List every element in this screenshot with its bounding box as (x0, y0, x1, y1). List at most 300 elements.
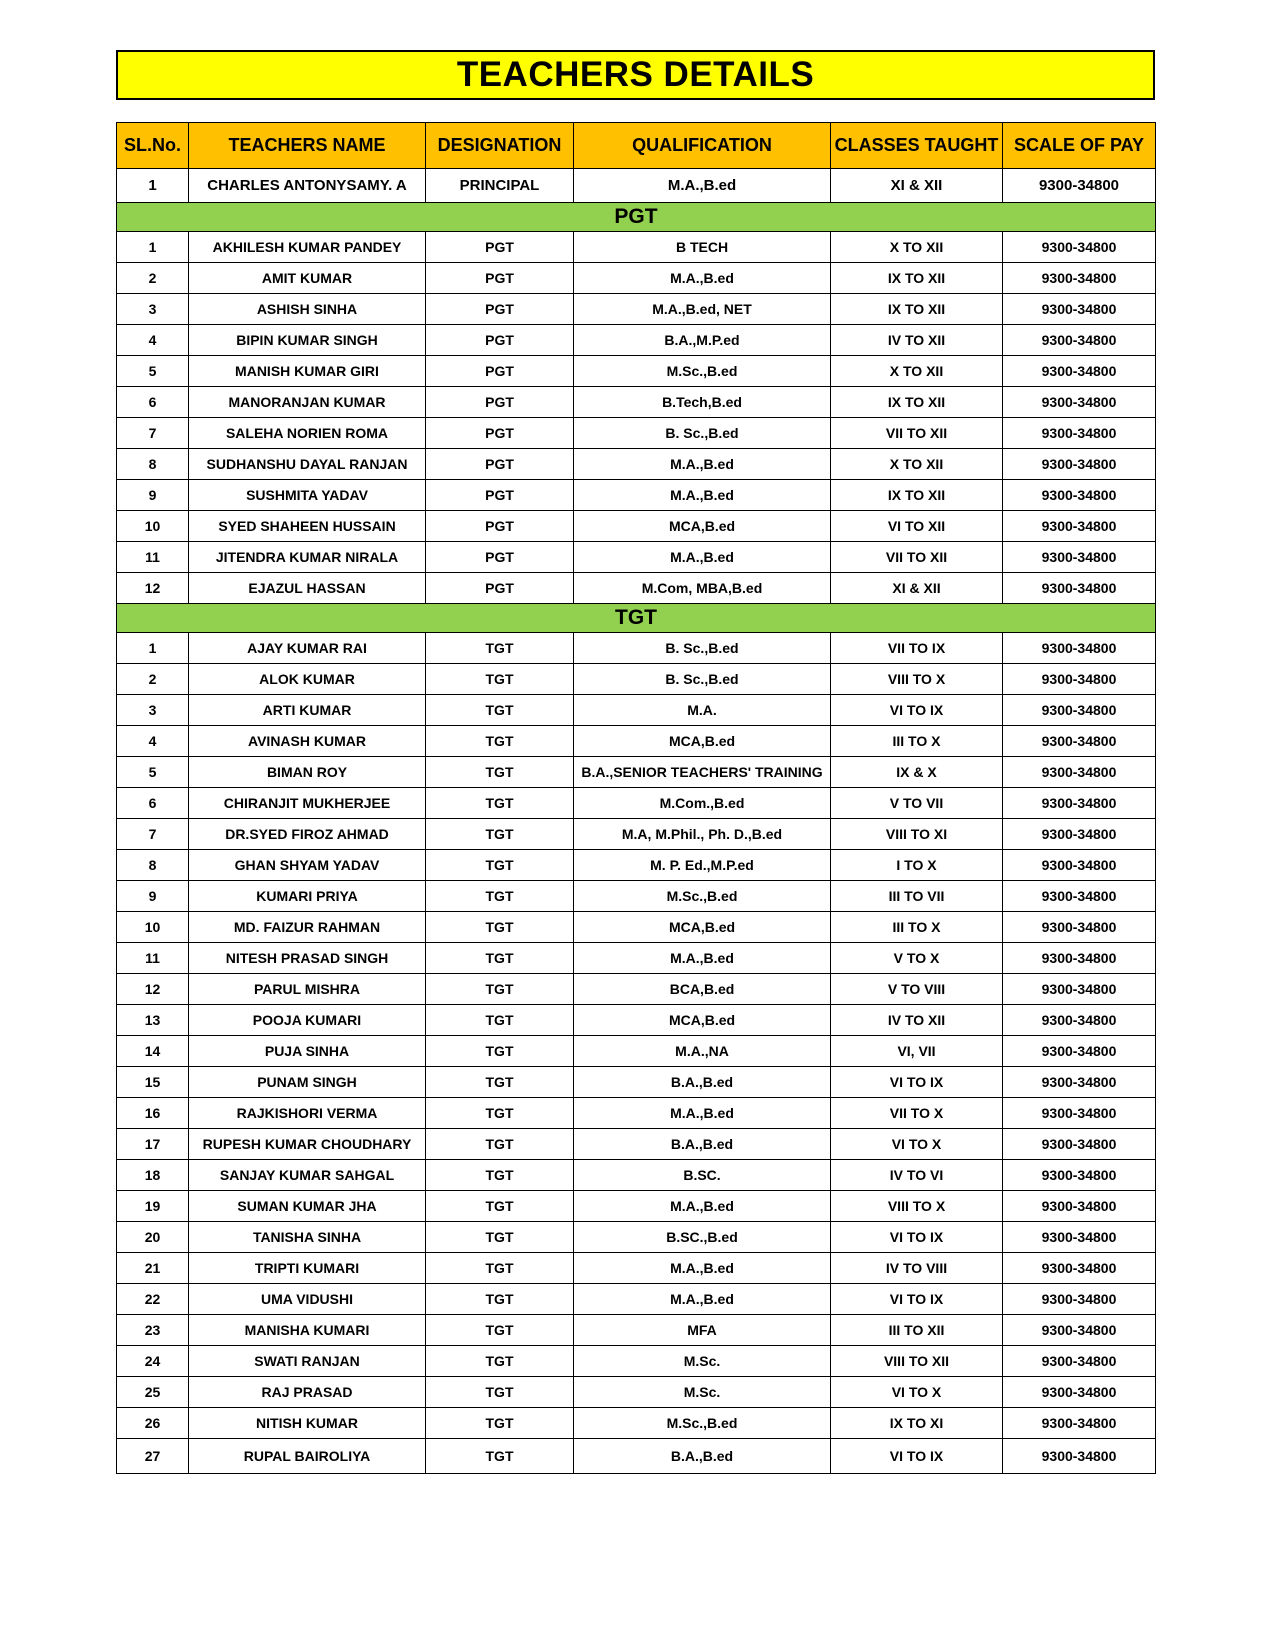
cell-teacher-name: PUNAM SINGH (189, 1067, 426, 1098)
cell-qualification: M.A.,B.ed, NET (574, 294, 831, 325)
cell-qualification: M.A.,B.ed (574, 542, 831, 573)
cell-classes-taught: IV TO XII (831, 1005, 1003, 1036)
table-row (117, 695, 1156, 726)
table-row (117, 542, 1156, 573)
cell-qualification: M. P. Ed.,M.P.ed (574, 850, 831, 881)
cell-designation: TGT (426, 1098, 574, 1129)
cell-classes-taught: X TO XII (831, 356, 1003, 387)
section-tgt (117, 604, 1156, 633)
header-scale-of-pay: SCALE OF PAY (1003, 123, 1156, 169)
cell-designation: PGT (426, 387, 574, 418)
cell-qualification: M.Sc.,B.ed (574, 356, 831, 387)
cell-qualification: B.SC. (574, 1160, 831, 1191)
section-rows-tgt (117, 633, 1156, 1474)
table-row (117, 1253, 1156, 1284)
header-designation: DESIGNATION (426, 123, 574, 169)
cell-teacher-name: PUJA SINHA (189, 1036, 426, 1067)
cell-qualification: B.Tech,B.ed (574, 387, 831, 418)
cell-scale-of-pay: 9300-34800 (1003, 511, 1156, 542)
table-row (117, 1408, 1156, 1439)
cell-qualification: MCA,B.ed (574, 726, 831, 757)
table-row (117, 325, 1156, 356)
cell-classes-taught: X TO XII (831, 449, 1003, 480)
table-row (117, 943, 1156, 974)
cell-teacher-name: SANJAY KUMAR SAHGAL (189, 1160, 426, 1191)
cell-scale-of-pay: 9300-34800 (1003, 788, 1156, 819)
cell-sl-no: 13 (117, 1005, 189, 1036)
cell-designation: TGT (426, 850, 574, 881)
cell-designation: PRINCIPAL (426, 169, 574, 203)
section-pgt (117, 203, 1156, 232)
cell-teacher-name: SWATI RANJAN (189, 1346, 426, 1377)
cell-sl-no: 8 (117, 449, 189, 480)
header-teachers-name: TEACHERS NAME (189, 123, 426, 169)
cell-teacher-name: ASHISH SINHA (189, 294, 426, 325)
cell-classes-taught: V TO VII (831, 788, 1003, 819)
cell-sl-no: 11 (117, 943, 189, 974)
cell-qualification: M.A.,B.ed (574, 169, 831, 203)
cell-teacher-name: TRIPTI KUMARI (189, 1253, 426, 1284)
cell-classes-taught: IX TO XII (831, 480, 1003, 511)
cell-classes-taught: III TO X (831, 912, 1003, 943)
cell-scale-of-pay: 9300-34800 (1003, 325, 1156, 356)
cell-sl-no: 24 (117, 1346, 189, 1377)
cell-scale-of-pay: 9300-34800 (1003, 232, 1156, 263)
cell-sl-no: 10 (117, 912, 189, 943)
cell-designation: PGT (426, 480, 574, 511)
cell-teacher-name: NITESH PRASAD SINGH (189, 943, 426, 974)
cell-qualification: M.Sc.,B.ed (574, 881, 831, 912)
cell-classes-taught: VI TO IX (831, 1067, 1003, 1098)
cell-teacher-name: NITISH KUMAR (189, 1408, 426, 1439)
table-row (117, 1222, 1156, 1253)
cell-qualification: B. Sc.,B.ed (574, 418, 831, 449)
cell-classes-taught: IV TO VIII (831, 1253, 1003, 1284)
cell-designation: PGT (426, 418, 574, 449)
principal-section (117, 169, 1156, 203)
cell-classes-taught: III TO XII (831, 1315, 1003, 1346)
table-row (117, 511, 1156, 542)
table-row (117, 912, 1156, 943)
table-row (117, 418, 1156, 449)
cell-scale-of-pay: 9300-34800 (1003, 1191, 1156, 1222)
table-row (117, 1129, 1156, 1160)
cell-teacher-name: CHIRANJIT MUKHERJEE (189, 788, 426, 819)
cell-designation: TGT (426, 1129, 574, 1160)
cell-scale-of-pay: 9300-34800 (1003, 573, 1156, 604)
cell-qualification: B TECH (574, 232, 831, 263)
cell-classes-taught: IX TO XII (831, 294, 1003, 325)
table-row (117, 757, 1156, 788)
cell-teacher-name: TANISHA SINHA (189, 1222, 426, 1253)
table-row (117, 263, 1156, 294)
table-row (117, 449, 1156, 480)
cell-designation: PGT (426, 356, 574, 387)
cell-teacher-name: MD. FAIZUR RAHMAN (189, 912, 426, 943)
cell-qualification: M.Sc. (574, 1346, 831, 1377)
cell-classes-taught: VI TO IX (831, 1439, 1003, 1474)
cell-scale-of-pay: 9300-34800 (1003, 1439, 1156, 1474)
cell-classes-taught: VI, VII (831, 1036, 1003, 1067)
cell-sl-no: 4 (117, 325, 189, 356)
cell-scale-of-pay: 9300-34800 (1003, 1346, 1156, 1377)
cell-classes-taught: VII TO IX (831, 633, 1003, 664)
cell-classes-taught: VII TO XII (831, 418, 1003, 449)
cell-qualification: MCA,B.ed (574, 1005, 831, 1036)
cell-teacher-name: CHARLES ANTONYSAMY. A (189, 169, 426, 203)
cell-scale-of-pay: 9300-34800 (1003, 542, 1156, 573)
cell-scale-of-pay: 9300-34800 (1003, 881, 1156, 912)
table-row (117, 294, 1156, 325)
cell-teacher-name: MANISHA KUMARI (189, 1315, 426, 1346)
cell-designation: PGT (426, 263, 574, 294)
cell-scale-of-pay: 9300-34800 (1003, 1408, 1156, 1439)
cell-sl-no: 3 (117, 695, 189, 726)
cell-designation: PGT (426, 542, 574, 573)
cell-designation: PGT (426, 511, 574, 542)
cell-teacher-name: UMA VIDUSHI (189, 1284, 426, 1315)
cell-teacher-name: SUSHMITA YADAV (189, 480, 426, 511)
cell-scale-of-pay: 9300-34800 (1003, 819, 1156, 850)
cell-designation: PGT (426, 325, 574, 356)
table-row (117, 1098, 1156, 1129)
cell-scale-of-pay: 9300-34800 (1003, 1129, 1156, 1160)
cell-classes-taught: V TO VIII (831, 974, 1003, 1005)
cell-classes-taught: IV TO VI (831, 1160, 1003, 1191)
cell-designation: TGT (426, 1439, 574, 1474)
cell-qualification: M.A.,B.ed (574, 943, 831, 974)
cell-sl-no: 11 (117, 542, 189, 573)
cell-designation: TGT (426, 664, 574, 695)
cell-classes-taught: III TO VII (831, 881, 1003, 912)
cell-designation: TGT (426, 757, 574, 788)
section-rows-pgt (117, 232, 1156, 604)
cell-sl-no: 7 (117, 819, 189, 850)
cell-scale-of-pay: 9300-34800 (1003, 912, 1156, 943)
cell-scale-of-pay: 9300-34800 (1003, 1098, 1156, 1129)
cell-sl-no: 6 (117, 387, 189, 418)
cell-sl-no: 6 (117, 788, 189, 819)
header-qualification: QUALIFICATION (574, 123, 831, 169)
cell-scale-of-pay: 9300-34800 (1003, 169, 1156, 203)
cell-sl-no: 5 (117, 757, 189, 788)
cell-sl-no: 21 (117, 1253, 189, 1284)
cell-designation: TGT (426, 633, 574, 664)
table-row (117, 1315, 1156, 1346)
cell-designation: TGT (426, 1191, 574, 1222)
cell-sl-no: 12 (117, 573, 189, 604)
cell-scale-of-pay: 9300-34800 (1003, 1067, 1156, 1098)
cell-designation: TGT (426, 1346, 574, 1377)
cell-scale-of-pay: 9300-34800 (1003, 387, 1156, 418)
cell-teacher-name: GHAN SHYAM YADAV (189, 850, 426, 881)
cell-sl-no: 10 (117, 511, 189, 542)
cell-scale-of-pay: 9300-34800 (1003, 356, 1156, 387)
principal-row (117, 169, 1156, 203)
cell-qualification: M.A.,B.ed (574, 1284, 831, 1315)
table-row (117, 480, 1156, 511)
cell-designation: TGT (426, 1005, 574, 1036)
cell-classes-taught: IX & X (831, 757, 1003, 788)
page-title: TEACHERS DETAILS (116, 50, 1155, 100)
table-row (117, 387, 1156, 418)
cell-sl-no: 1 (117, 633, 189, 664)
cell-sl-no: 23 (117, 1315, 189, 1346)
document-page (116, 50, 1155, 1474)
table-row (117, 788, 1156, 819)
cell-classes-taught: I TO X (831, 850, 1003, 881)
table-row (117, 356, 1156, 387)
cell-designation: TGT (426, 1377, 574, 1408)
table-row (117, 1377, 1156, 1408)
table-row (117, 819, 1156, 850)
section-heading: PGT (117, 203, 1156, 232)
cell-scale-of-pay: 9300-34800 (1003, 1315, 1156, 1346)
cell-designation: TGT (426, 788, 574, 819)
cell-scale-of-pay: 9300-34800 (1003, 1284, 1156, 1315)
cell-classes-taught: VI TO IX (831, 695, 1003, 726)
cell-qualification: M.A.,B.ed (574, 263, 831, 294)
cell-teacher-name: SALEHA NORIEN ROMA (189, 418, 426, 449)
cell-classes-taught: VIII TO X (831, 1191, 1003, 1222)
cell-qualification: B.SC.,B.ed (574, 1222, 831, 1253)
cell-sl-no: 9 (117, 881, 189, 912)
cell-scale-of-pay: 9300-34800 (1003, 1005, 1156, 1036)
cell-sl-no: 2 (117, 664, 189, 695)
cell-qualification: B. Sc.,B.ed (574, 633, 831, 664)
cell-qualification: M.Com.,B.ed (574, 788, 831, 819)
cell-teacher-name: AVINASH KUMAR (189, 726, 426, 757)
header-classes-taught: CLASSES TAUGHT (831, 123, 1003, 169)
cell-teacher-name: MANORANJAN KUMAR (189, 387, 426, 418)
cell-qualification: BCA,B.ed (574, 974, 831, 1005)
cell-designation: TGT (426, 1408, 574, 1439)
cell-teacher-name: AMIT KUMAR (189, 263, 426, 294)
cell-qualification: M.A.,B.ed (574, 1191, 831, 1222)
table-row (117, 633, 1156, 664)
cell-sl-no: 1 (117, 169, 189, 203)
cell-sl-no: 27 (117, 1439, 189, 1474)
cell-qualification: MCA,B.ed (574, 912, 831, 943)
cell-designation: TGT (426, 1315, 574, 1346)
cell-sl-no: 3 (117, 294, 189, 325)
cell-scale-of-pay: 9300-34800 (1003, 757, 1156, 788)
cell-classes-taught: VI TO X (831, 1377, 1003, 1408)
cell-classes-taught: VIII TO X (831, 664, 1003, 695)
cell-teacher-name: AKHILESH KUMAR PANDEY (189, 232, 426, 263)
cell-sl-no: 12 (117, 974, 189, 1005)
cell-sl-no: 18 (117, 1160, 189, 1191)
cell-teacher-name: RAJ PRASAD (189, 1377, 426, 1408)
cell-designation: TGT (426, 1067, 574, 1098)
cell-teacher-name: RUPAL BAIROLIYA (189, 1439, 426, 1474)
cell-teacher-name: RAJKISHORI VERMA (189, 1098, 426, 1129)
cell-qualification: M.Sc.,B.ed (574, 1408, 831, 1439)
cell-classes-taught: XI & XII (831, 169, 1003, 203)
cell-classes-taught: IX TO XII (831, 263, 1003, 294)
cell-qualification: M.A.,B.ed (574, 1253, 831, 1284)
cell-designation: PGT (426, 449, 574, 480)
cell-scale-of-pay: 9300-34800 (1003, 850, 1156, 881)
cell-teacher-name: BIMAN ROY (189, 757, 426, 788)
cell-scale-of-pay: 9300-34800 (1003, 418, 1156, 449)
cell-qualification: B.A.,B.ed (574, 1439, 831, 1474)
cell-designation: TGT (426, 695, 574, 726)
table-row (117, 1191, 1156, 1222)
cell-sl-no: 22 (117, 1284, 189, 1315)
cell-classes-taught: VIII TO XI (831, 819, 1003, 850)
cell-designation: TGT (426, 726, 574, 757)
cell-scale-of-pay: 9300-34800 (1003, 695, 1156, 726)
cell-designation: TGT (426, 1253, 574, 1284)
table-row (117, 726, 1156, 757)
cell-designation: TGT (426, 943, 574, 974)
cell-teacher-name: AJAY KUMAR RAI (189, 633, 426, 664)
cell-designation: TGT (426, 1160, 574, 1191)
cell-classes-taught: VIII TO XII (831, 1346, 1003, 1377)
table-header (117, 123, 1156, 169)
cell-classes-taught: VI TO IX (831, 1284, 1003, 1315)
cell-sl-no: 26 (117, 1408, 189, 1439)
cell-qualification: B.A.,SENIOR TEACHERS' TRAINING (574, 757, 831, 788)
cell-sl-no: 1 (117, 232, 189, 263)
table-row (117, 664, 1156, 695)
cell-scale-of-pay: 9300-34800 (1003, 263, 1156, 294)
cell-sl-no: 9 (117, 480, 189, 511)
table-row (117, 1005, 1156, 1036)
cell-classes-taught: IV TO XII (831, 325, 1003, 356)
cell-teacher-name: MANISH KUMAR GIRI (189, 356, 426, 387)
table-row (117, 1439, 1156, 1474)
cell-designation: TGT (426, 1036, 574, 1067)
cell-teacher-name: BIPIN KUMAR SINGH (189, 325, 426, 356)
cell-scale-of-pay: 9300-34800 (1003, 294, 1156, 325)
cell-designation: TGT (426, 974, 574, 1005)
cell-designation: PGT (426, 573, 574, 604)
header-sl-no: SL.No. (117, 123, 189, 169)
cell-qualification: M.A.,NA (574, 1036, 831, 1067)
cell-classes-taught: V TO X (831, 943, 1003, 974)
cell-qualification: M.A.,B.ed (574, 1098, 831, 1129)
table-row (117, 974, 1156, 1005)
cell-scale-of-pay: 9300-34800 (1003, 480, 1156, 511)
cell-sl-no: 8 (117, 850, 189, 881)
table-row (117, 1160, 1156, 1191)
cell-qualification: MFA (574, 1315, 831, 1346)
cell-classes-taught: IX TO XI (831, 1408, 1003, 1439)
cell-designation: PGT (426, 232, 574, 263)
cell-designation: PGT (426, 294, 574, 325)
cell-designation: TGT (426, 881, 574, 912)
cell-sl-no: 16 (117, 1098, 189, 1129)
cell-qualification: B.A.,M.P.ed (574, 325, 831, 356)
cell-teacher-name: SYED SHAHEEN HUSSAIN (189, 511, 426, 542)
cell-designation: TGT (426, 1284, 574, 1315)
cell-classes-taught: VII TO XII (831, 542, 1003, 573)
cell-scale-of-pay: 9300-34800 (1003, 943, 1156, 974)
cell-teacher-name: EJAZUL HASSAN (189, 573, 426, 604)
cell-designation: TGT (426, 819, 574, 850)
teachers-table (116, 122, 1156, 1474)
cell-classes-taught: III TO X (831, 726, 1003, 757)
table-row (117, 1346, 1156, 1377)
cell-sl-no: 20 (117, 1222, 189, 1253)
header-row (117, 123, 1156, 169)
cell-scale-of-pay: 9300-34800 (1003, 974, 1156, 1005)
cell-qualification: M.Com, MBA,B.ed (574, 573, 831, 604)
cell-scale-of-pay: 9300-34800 (1003, 633, 1156, 664)
table-row (117, 573, 1156, 604)
table-row (117, 232, 1156, 263)
cell-qualification: M.A. (574, 695, 831, 726)
cell-sl-no: 17 (117, 1129, 189, 1160)
cell-teacher-name: ALOK KUMAR (189, 664, 426, 695)
cell-classes-taught: VI TO X (831, 1129, 1003, 1160)
cell-classes-taught: X TO XII (831, 232, 1003, 263)
cell-sl-no: 4 (117, 726, 189, 757)
cell-qualification: M.A.,B.ed (574, 480, 831, 511)
cell-sl-no: 5 (117, 356, 189, 387)
section-heading-row (117, 604, 1156, 633)
cell-classes-taught: VI TO IX (831, 1222, 1003, 1253)
section-heading-row (117, 203, 1156, 232)
cell-classes-taught: XI & XII (831, 573, 1003, 604)
cell-sl-no: 15 (117, 1067, 189, 1098)
cell-teacher-name: DR.SYED FIROZ AHMAD (189, 819, 426, 850)
table-row (117, 850, 1156, 881)
table-row (117, 1284, 1156, 1315)
cell-scale-of-pay: 9300-34800 (1003, 664, 1156, 695)
table-row (117, 881, 1156, 912)
cell-scale-of-pay: 9300-34800 (1003, 1160, 1156, 1191)
cell-sl-no: 25 (117, 1377, 189, 1408)
cell-teacher-name: RUPESH KUMAR CHOUDHARY (189, 1129, 426, 1160)
cell-classes-taught: IX TO XII (831, 387, 1003, 418)
cell-qualification: MCA,B.ed (574, 511, 831, 542)
cell-qualification: B.A.,B.ed (574, 1067, 831, 1098)
cell-teacher-name: PARUL MISHRA (189, 974, 426, 1005)
cell-classes-taught: VI TO XII (831, 511, 1003, 542)
cell-qualification: B.A.,B.ed (574, 1129, 831, 1160)
cell-teacher-name: SUDHANSHU DAYAL RANJAN (189, 449, 426, 480)
cell-sl-no: 19 (117, 1191, 189, 1222)
cell-sl-no: 2 (117, 263, 189, 294)
cell-scale-of-pay: 9300-34800 (1003, 1036, 1156, 1067)
cell-sl-no: 7 (117, 418, 189, 449)
table-row (117, 1067, 1156, 1098)
cell-designation: TGT (426, 912, 574, 943)
cell-scale-of-pay: 9300-34800 (1003, 1222, 1156, 1253)
cell-qualification: M.A.,B.ed (574, 449, 831, 480)
cell-scale-of-pay: 9300-34800 (1003, 1253, 1156, 1284)
cell-teacher-name: KUMARI PRIYA (189, 881, 426, 912)
cell-teacher-name: SUMAN KUMAR JHA (189, 1191, 426, 1222)
cell-qualification: M.A, M.Phil., Ph. D.,B.ed (574, 819, 831, 850)
cell-designation: TGT (426, 1222, 574, 1253)
cell-qualification: M.Sc. (574, 1377, 831, 1408)
cell-scale-of-pay: 9300-34800 (1003, 1377, 1156, 1408)
cell-teacher-name: POOJA KUMARI (189, 1005, 426, 1036)
table-row (117, 1036, 1156, 1067)
cell-teacher-name: JITENDRA KUMAR NIRALA (189, 542, 426, 573)
cell-scale-of-pay: 9300-34800 (1003, 449, 1156, 480)
cell-teacher-name: ARTI KUMAR (189, 695, 426, 726)
cell-scale-of-pay: 9300-34800 (1003, 726, 1156, 757)
cell-classes-taught: VII TO X (831, 1098, 1003, 1129)
cell-qualification: B. Sc.,B.ed (574, 664, 831, 695)
cell-sl-no: 14 (117, 1036, 189, 1067)
section-heading: TGT (117, 604, 1156, 633)
